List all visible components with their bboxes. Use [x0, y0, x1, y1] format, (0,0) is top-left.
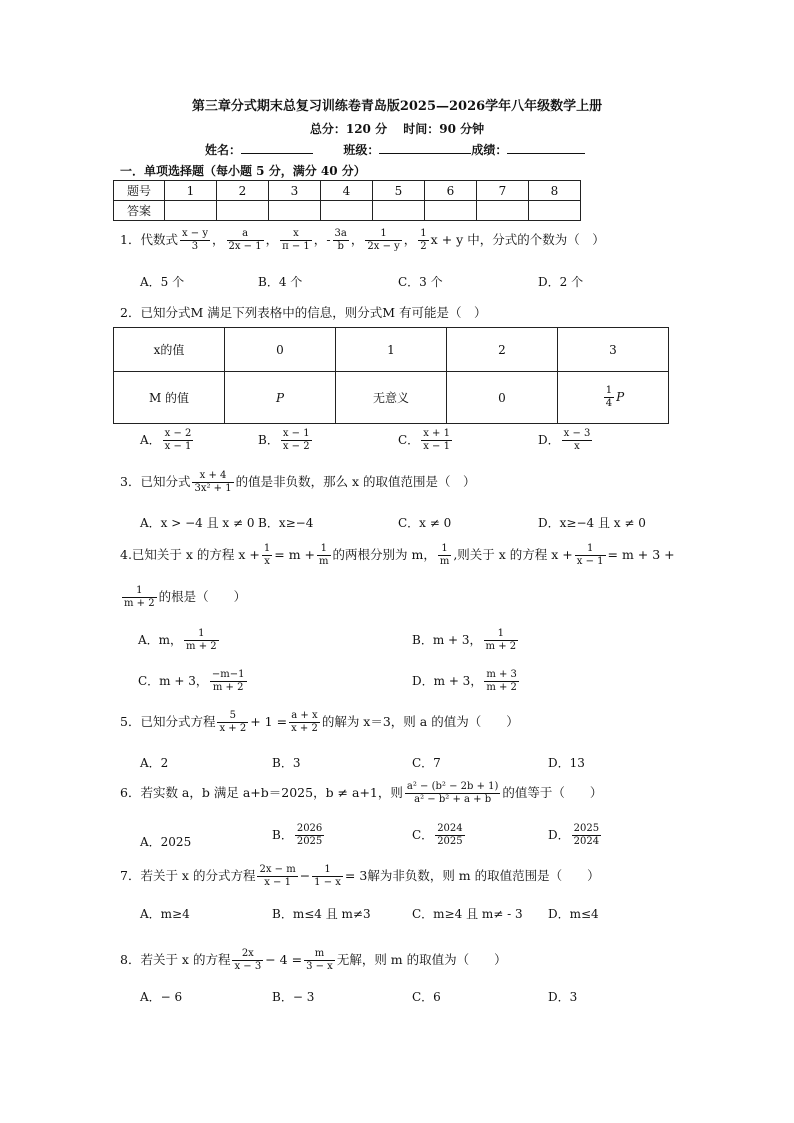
- table-cell: 2: [447, 328, 558, 372]
- option-b[interactable]: B．4 个: [258, 275, 303, 289]
- table-row: [114, 328, 669, 372]
- option-c[interactable]: C． $\frac{2024}{2025}$: [412, 823, 463, 847]
- question-number: 8: [529, 181, 581, 201]
- grade-field[interactable]: [507, 141, 585, 154]
- option-b[interactable]: B．m + 3， $\frac{1}{m + 2}$: [412, 628, 517, 652]
- table-cell: M 的值: [114, 372, 225, 424]
- option-a[interactable]: A．m， $\frac{1}{m + 2}$: [138, 628, 217, 652]
- fraction: $\frac{x + 1}{x - 1}$: [423, 428, 450, 452]
- table-cell: x的值: [114, 328, 225, 372]
- fraction: $\frac{2024}{2025}$: [437, 823, 463, 847]
- fraction: $\frac{x - 2}{x - 1}$: [164, 428, 192, 452]
- option-c[interactable]: C．3 个: [398, 275, 443, 289]
- grade-label: 成绩：: [471, 143, 508, 157]
- fraction: $\frac{1}{m + 2}$: [186, 628, 217, 652]
- option-a[interactable]: A．2: [140, 756, 169, 770]
- fraction: $\frac{1}{1 - x}$: [314, 864, 341, 888]
- fraction: $\frac{1}{m + 2}$: [485, 628, 517, 652]
- fraction: $\frac{3a}{b}$: [334, 228, 347, 252]
- fraction: $\frac{m}{3 - x}$: [306, 948, 333, 972]
- fraction: $\frac{5}{x + 2}$: [219, 710, 247, 734]
- fraction: $\frac{2026}{2025}$: [296, 823, 323, 847]
- fraction: $\frac{1}{x - 1}$: [576, 543, 604, 567]
- fraction: $\frac{1}{2x - y}$: [367, 228, 400, 252]
- question-number: 2: [217, 181, 269, 201]
- option-b[interactable]: B．− 3: [272, 990, 315, 1004]
- question-number: 5: [373, 181, 425, 201]
- answer-table-number-row: [114, 181, 581, 201]
- option-d[interactable]: D． $\frac{2025}{2024}$: [548, 823, 600, 847]
- answer-table-number-label: 题号: [114, 181, 165, 201]
- question-4: 4.已知关于 x 的方程 x + $\frac{1}{x}$ = m + $\frac{1}{m}$ 的两根分别为 m， $\frac{1}{m}$ ,则关于 x 的方程 x + $\frac{1}{x - 1}$ = m + 3 +: [120, 543, 675, 567]
- option-b[interactable]: B． $\frac{x - 1}{x - 2}$: [258, 428, 310, 452]
- fraction: $\frac{-m-1}{m + 2}$: [211, 669, 245, 693]
- option-c[interactable]: C．m≥4 且 m≠ - 3: [412, 907, 523, 921]
- question-1-stem: 1．代数式: [120, 232, 178, 247]
- student-info-line: [205, 141, 585, 158]
- name-field[interactable]: [241, 141, 313, 154]
- option-d[interactable]: D．m≤4: [548, 907, 599, 921]
- option-c[interactable]: C． $\frac{x + 1}{x - 1}$: [398, 428, 450, 452]
- fraction: $\frac{a}{2x - 1}$: [228, 228, 262, 252]
- table-cell: P: [225, 372, 336, 424]
- option-a[interactable]: A．− 6: [140, 990, 183, 1004]
- answer-table-answer-row: [114, 201, 581, 221]
- table-cell: 0: [225, 328, 336, 372]
- class-field[interactable]: [379, 141, 471, 154]
- answer-cell[interactable]: [269, 201, 321, 221]
- fraction: $\frac{2025}{2024}$: [573, 823, 600, 847]
- answer-cell[interactable]: [425, 201, 477, 221]
- option-d[interactable]: D．2 个: [538, 275, 584, 289]
- question-number: 7: [477, 181, 529, 201]
- option-c[interactable]: C．7: [412, 756, 441, 770]
- table-cell: 无意义: [336, 372, 447, 424]
- page-title: 第三章分式期末总复习训练卷青岛版2025—2026学年八年级数学上册: [191, 99, 603, 114]
- fraction: $\frac{\text{a² − (b² − 2b + 1)}}{\text{a² − b² + a + b}}$: [406, 781, 499, 805]
- option-d[interactable]: D． $\frac{x - 3}{x}$: [538, 428, 591, 452]
- fraction: $\frac{2x - m}{x - 1}$: [259, 864, 296, 888]
- question-1: 1．代数式 $\frac{x - y}{3}$ ， $\frac{a}{2x - 1}$ ， $\frac{x}{\pi - 1}$ ，- $\frac{3a}{b}$ ， $\frac{1}{2x - y}$ ， $\frac{1}{2}$ x + y 中，分式的个数为（ ）: [120, 228, 605, 252]
- fraction: $\frac{x + 4}{\text{3x² + 1}}$: [194, 470, 232, 494]
- question-7: 7．若关于 x 的分式方程 $\frac{2x - m}{x - 1}$ − $\frac{1}{1 - x}$ = 3解为非负数，则 m 的取值范围是（ ）: [120, 864, 600, 888]
- option-c[interactable]: C．x ≠ 0: [398, 516, 452, 530]
- fraction: $\frac{m + 3}{m + 2}$: [486, 669, 517, 693]
- answer-cell[interactable]: [321, 201, 373, 221]
- question-number: 1: [165, 181, 217, 201]
- table-cell: $\frac{1}{4}$ P: [558, 372, 669, 424]
- option-d[interactable]: D．m + 3， $\frac{m + 3}{m + 2}$: [412, 669, 517, 693]
- option-d[interactable]: D．13: [548, 756, 585, 770]
- option-d[interactable]: D．3: [548, 990, 578, 1004]
- answer-cell[interactable]: [529, 201, 581, 221]
- answer-cell[interactable]: [165, 201, 217, 221]
- option-b[interactable]: B． $\frac{2026}{2025}$: [272, 823, 323, 847]
- question-3: 3．已知分式 $\frac{x + 4}{\text{3x² + 1}}$ 的值是非负数，那么 x 的取值范围是（ ）: [120, 470, 476, 494]
- question-5: 5．已知分式方程 $\frac{5}{x + 2}$ + 1 = $\frac{a + x}{x + 2}$ 的解为 x＝3，则 a 的值为（ ）: [120, 710, 519, 734]
- question-2-table: [113, 327, 669, 424]
- answer-table-answer-label: 答案: [114, 201, 165, 221]
- question-4-cont: $\frac{1}{m + 2}$ 的根是（ ）: [124, 585, 247, 609]
- table-cell: 1: [336, 328, 447, 372]
- fraction: $\frac{1}{x}$: [263, 543, 271, 567]
- question-6: 6．若实数 a，b 满足 a+b＝2025，b ≠ a+1，则 $\frac{\text{a² − (b² − 2b + 1)}}{\text{a² − b² + a + b}}$ 的值等于（ ）: [120, 781, 603, 805]
- fraction: $\frac{2x}{x - 3}$: [234, 948, 262, 972]
- fraction: $\frac{1}{m + 2}$: [124, 585, 155, 609]
- option-c[interactable]: C．m + 3， $\frac{-m-1}{m + 2}$: [138, 669, 245, 693]
- table-cell: 3: [558, 328, 669, 372]
- question-2-stem: 2．已知分式M 满足下列表格中的信息，则分式M 有可能是（ ）: [120, 305, 487, 320]
- question-8: 8．若关于 x 的方程 $\frac{2x}{x - 3}$ − 4 = $\frac{m}{3 - x}$ 无解，则 m 的取值为（ ）: [120, 948, 507, 972]
- fraction: $\frac{x - 1}{x - 2}$: [282, 428, 310, 452]
- option-b[interactable]: B．x≥−4: [258, 516, 314, 530]
- fraction: $\frac{x - 3}{x}$: [563, 428, 591, 452]
- option-a[interactable]: A．m≥4: [140, 907, 190, 921]
- answer-cell[interactable]: [477, 201, 529, 221]
- fraction: $\frac{1}{2}$: [420, 228, 427, 252]
- option-b[interactable]: B．3: [272, 756, 301, 770]
- fraction: $\frac{1}{m}$: [439, 543, 450, 567]
- option-a[interactable]: A． $\frac{x - 2}{x - 1}$: [140, 428, 192, 452]
- fraction: $\frac{x - y}{3}$: [181, 228, 208, 252]
- table-cell: 0: [447, 372, 558, 424]
- option-c[interactable]: C．6: [412, 990, 441, 1004]
- table-row: [114, 372, 669, 424]
- answer-cell[interactable]: [217, 201, 269, 221]
- answer-cell[interactable]: [373, 201, 425, 221]
- answer-table: [113, 180, 581, 221]
- name-label: 姓名：: [205, 143, 242, 157]
- fraction: $\frac{x}{\pi - 1}$: [282, 228, 310, 252]
- section-heading: 一．单项选择题（每小题 5 分，满分 40 分）: [120, 164, 366, 178]
- option-a[interactable]: A．x > −4 且 x ≠ 0: [140, 516, 255, 530]
- question-number: 3: [269, 181, 321, 201]
- fraction: $\frac{1}{4}$: [605, 385, 613, 409]
- option-b[interactable]: B．m≤4 且 m≠3: [272, 907, 371, 921]
- option-d[interactable]: D．x≥−4 且 x ≠ 0: [538, 516, 646, 530]
- fraction: $\frac{a + x}{x + 2}$: [291, 710, 318, 734]
- class-label: 班级：: [343, 143, 380, 157]
- question-number: 6: [425, 181, 477, 201]
- score-time: 总分：120 分 时间：90 分钟: [309, 122, 485, 136]
- option-a[interactable]: A．2025: [140, 835, 192, 849]
- question-number: 4: [321, 181, 373, 201]
- option-a[interactable]: A．5 个: [140, 275, 185, 289]
- fraction: $\frac{1}{m}$: [319, 543, 329, 567]
